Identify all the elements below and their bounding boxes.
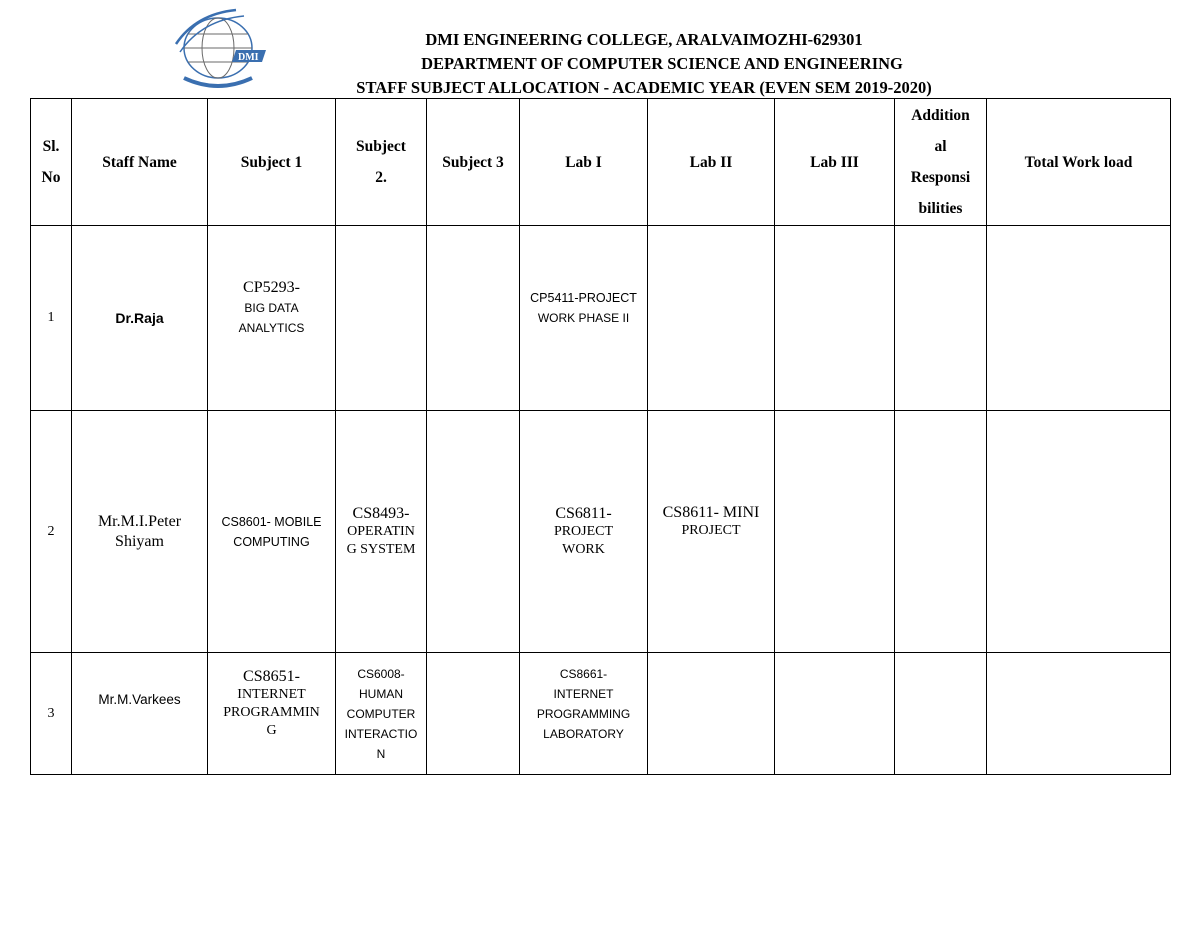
cell-subject1: CP5293- BIG DATA ANALYTICS	[208, 226, 336, 411]
cell-subject1: CS8601- MOBILE COMPUTING	[208, 411, 336, 653]
cell-lab3	[775, 653, 895, 775]
college-title: DMI ENGINEERING COLLEGE, ARALVAIMOZHI-629301	[425, 30, 863, 49]
cell-subject3	[427, 226, 520, 411]
cell-subject3	[427, 411, 520, 653]
cell-lab1: CS8661- INTERNET PROGRAMMING LABORATORY	[520, 653, 648, 775]
col-header-lab3: Lab III	[775, 99, 895, 226]
cell-lab1: CP5411-PROJECT WORK PHASE II	[520, 226, 648, 411]
col-header-subject1: Subject 1	[208, 99, 336, 226]
cell-subject2	[336, 226, 427, 411]
cell-additional	[895, 653, 987, 775]
col-header-sl: Sl. No	[31, 99, 72, 226]
cell-subject2: CS8493- OPERATIN G SYSTEM	[336, 411, 427, 653]
cell-lab2	[648, 653, 775, 775]
cell-lab3	[775, 226, 895, 411]
cell-subject1: CS8651- INTERNET PROGRAMMIN G	[208, 653, 336, 775]
cell-lab3	[775, 411, 895, 653]
cell-total	[987, 226, 1171, 411]
col-header-total: Total Work load	[987, 99, 1171, 226]
col-header-staff: Staff Name	[72, 99, 208, 226]
cell-subject2: CS6008- HUMAN COMPUTER INTERACTIO N	[336, 653, 427, 775]
cell-lab1: CS6811- PROJECT WORK	[520, 411, 648, 653]
cell-total	[987, 653, 1171, 775]
table-row	[31, 226, 1171, 411]
logo-text: DMI	[238, 52, 259, 63]
cell-sl: 3	[31, 653, 72, 775]
header-row	[31, 99, 1171, 226]
table-row	[31, 653, 1171, 775]
document-title: STAFF SUBJECT ALLOCATION - ACADEMIC YEAR (EVEN SEM 2019-2020)	[356, 78, 932, 97]
cell-subject3	[427, 653, 520, 775]
cell-additional	[895, 226, 987, 411]
cell-additional	[895, 411, 987, 653]
cell-staff-name: Dr.Raja	[72, 226, 208, 411]
cell-staff-name: Mr.M.Varkees	[72, 653, 208, 775]
col-header-lab2: Lab II	[648, 99, 775, 226]
allocation-table	[30, 98, 1171, 775]
cell-lab2: CS8611- MINI PROJECT	[648, 411, 775, 653]
cell-staff-name: Mr.M.I.Peter Shiyam	[72, 411, 208, 653]
col-header-lab1: Lab I	[520, 99, 648, 226]
department-title: DEPARTMENT OF COMPUTER SCIENCE AND ENGINEERING	[421, 54, 903, 73]
cell-total	[987, 411, 1171, 653]
col-header-additional: Addition al Responsi bilities	[895, 99, 987, 226]
table-row	[31, 411, 1171, 653]
cell-sl: 2	[31, 411, 72, 653]
cell-lab2	[648, 226, 775, 411]
col-header-subject3: Subject 3	[427, 99, 520, 226]
cell-sl: 1	[31, 226, 72, 411]
col-header-subject2: Subject 2.	[336, 99, 427, 226]
